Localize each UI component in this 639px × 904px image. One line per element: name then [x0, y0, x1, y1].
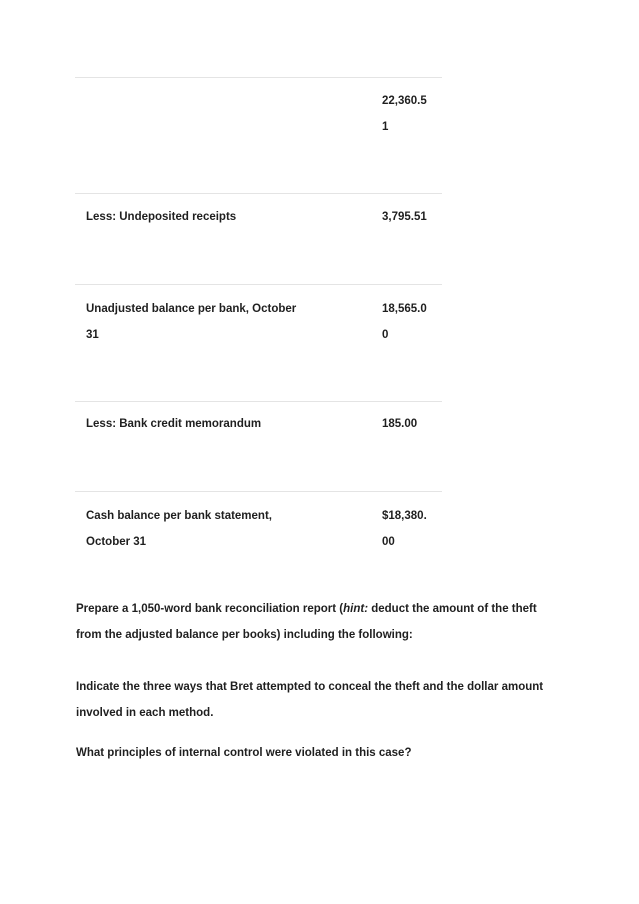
table-row-label: [86, 204, 356, 230]
amount-line: 18,565.0: [382, 303, 427, 315]
amount-line: 22,360.5: [382, 95, 427, 107]
amount-line: 3,795.51: [382, 211, 427, 223]
table-row-amount: [382, 411, 442, 437]
table-rule: [75, 401, 442, 402]
table-row-label: [86, 411, 356, 437]
indicate-line-2: involved in each method.: [76, 707, 214, 719]
label-line: October 31: [86, 536, 147, 548]
table-row-label: [86, 296, 356, 348]
amount-line: $18,380.: [382, 510, 427, 522]
hint-label: hint:: [343, 603, 369, 615]
label-line: Unadjusted balance per bank, October: [86, 303, 297, 315]
amount-line: 0: [382, 329, 389, 341]
table-row-label: [86, 503, 356, 555]
principles-paragraph: [76, 740, 576, 766]
principles-line-1: What principles of internal control were violated in this case?: [76, 747, 412, 759]
indicate-line-1: Indicate the three ways that Bret attempted to conceal the theft and the dollar amount: [76, 681, 544, 693]
table-row-amount: [382, 88, 442, 140]
table-row-amount: [382, 204, 442, 230]
amount-line: 00: [382, 536, 395, 548]
label-line: Cash balance per bank statement,: [86, 510, 272, 522]
table-row-amount: [382, 296, 442, 348]
prepare-line-1: [76, 596, 576, 622]
label-line: Less: Undeposited receipts: [86, 211, 237, 223]
table-rule: [75, 193, 442, 194]
prepare-text: deduct the amount of the theft: [368, 603, 537, 615]
label-line: 31: [86, 329, 99, 341]
indicate-paragraph: [76, 674, 576, 726]
label-line: Less: Bank credit memorandum: [86, 418, 262, 430]
prepare-line-2: from the adjusted balance per books) including the following:: [76, 629, 413, 641]
amount-line: 1: [382, 121, 389, 133]
prepare-text: Prepare a 1,050-word bank reconciliation report (: [76, 603, 344, 615]
table-rule: [75, 77, 442, 78]
amount-line: 185.00: [382, 418, 418, 430]
table-rule: [75, 491, 442, 492]
table-rule: [75, 284, 442, 285]
prepare-paragraph: [76, 596, 576, 648]
table-row-amount: [382, 503, 442, 555]
